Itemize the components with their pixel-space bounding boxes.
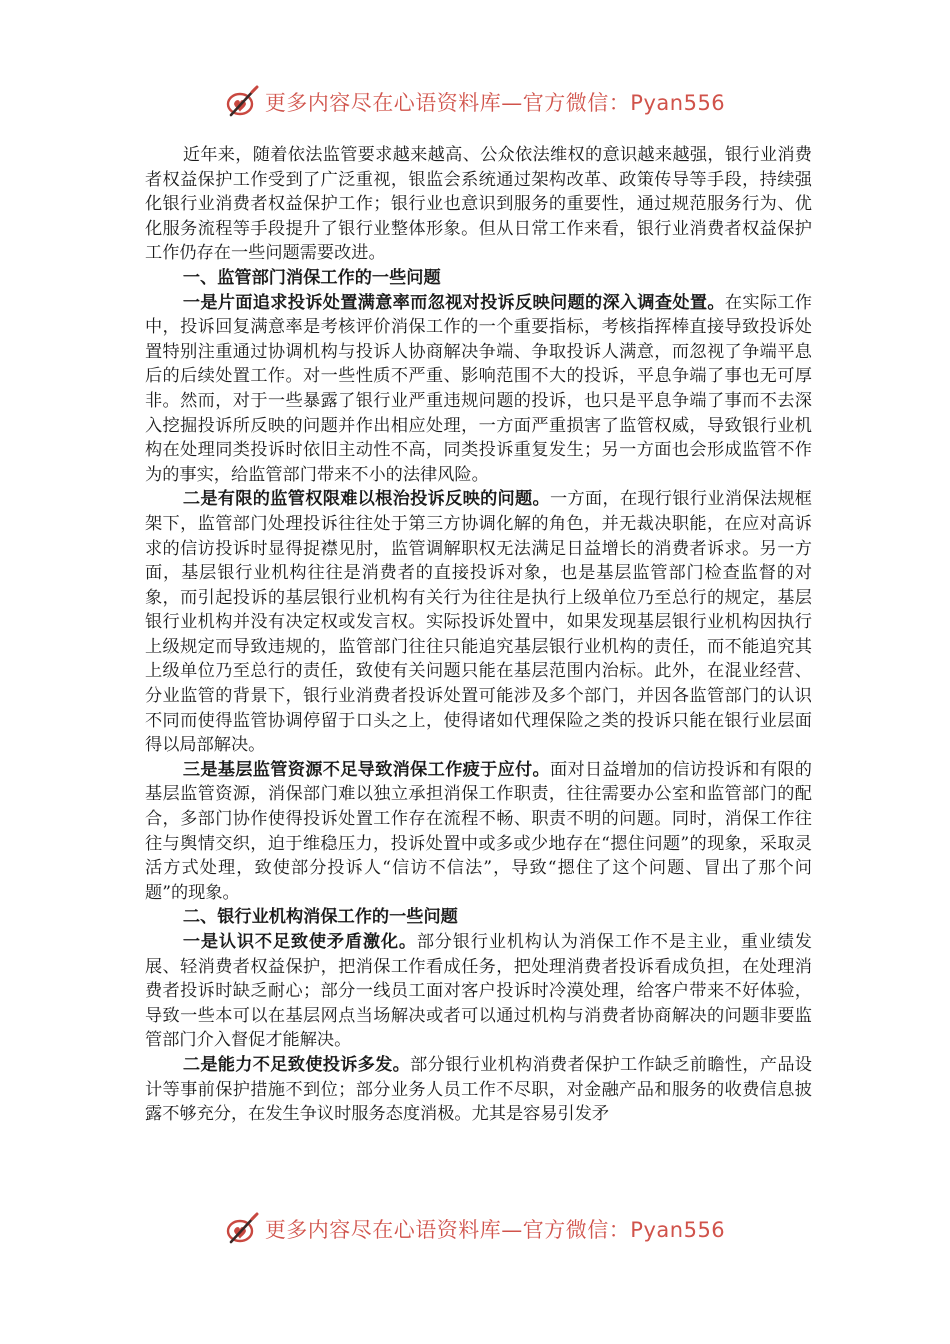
paragraph-s2-1 (145, 930, 812, 1053)
paragraph-s1-1 (145, 291, 812, 488)
paragraph-lead: 一是片面追求投诉处置满意率而忽视对投诉反映问题的深入调查处置。 (182, 292, 725, 313)
section-heading-2: 二、银行业机构消保工作的一些问题 (182, 907, 458, 928)
article-body (145, 143, 812, 1127)
paragraph-text: 一方面，在现行银行业消保法规框架下，监管部门处理投诉往往处于第三方协调化解的角色，并无裁决职能，在应对高诉求的信访投诉时显得捉襟见肘，监管调解职权无法满足日益增长的消费者诉求。另一方面，基层银行业机构往往是消费者的直接投诉对象，也是基层监管部门检查监督的对象，而引起投诉的基层银行业机构有关行为往往是执行上级单位乃至总行的规定，基层银行业机构并没有决定权或发言权。实际投诉处置中，如果发现基层银行业机构因执行上级规定而导致违规的，监管部门往往只能追究基层银行业机构的责任，而不能追究其上级单位乃至总行的责任，致使有关问题只能在基层范围内治标。此外，在混业经营、分业监管的背景下，银行业消费者投诉处置可能涉及多个部门，并因各监管部门的认识不同而使得监管协调停留于口头之上，使得诸如代理保险之类的投诉只能在银行业层面得以局部解决。 (145, 489, 812, 756)
footer-watermark-banner (0, 1207, 950, 1251)
section-heading-1: 一、监管部门消保工作的一些问题 (182, 267, 441, 288)
paragraph-text: 部分银行业机构认为消保工作不是主业，重业绩发展、轻消费者权益保护，把消保工作看成任务，把处理消费者投诉看成负担，在处理消费者投诉时缺乏耐心；部分一线员工面对客户投诉时冷漠处理，给客户带来不好体验，导致一些本可以在基层网点当场解决或者可以通过机构与消费者协商解决的问题非要监管部门介入督促才能解决。 (145, 932, 812, 1051)
pen-heart-logo-icon (225, 1212, 259, 1246)
paragraph-s1-3 (145, 758, 812, 906)
paragraph-s1-2 (145, 487, 812, 758)
intro-paragraph: 近年来，随着依法监管要求越来越高、公众依法维权的意识越来越强，银行业消费者权益保护工作受到了广泛重视，银监会系统通过架构改革、政策传导等手段，持续强化银行业消费者权益保护工作；银行业也意识到服务的重要性，通过规范服务行为、优化服务流程等手段提升了银行业整体形象。但从日常工作来看，银行业消费者权益保护工作仍存在一些问题需要改进。 (145, 145, 812, 264)
pen-heart-logo-icon (225, 85, 259, 119)
paragraph-lead: 二是有限的监管权限难以根治投诉反映的问题。 (182, 489, 551, 510)
paragraph-lead: 一是认识不足致使矛盾激化。 (182, 932, 417, 952)
paragraph-text: 面对日益增加的信访投诉和有限的基层监管资源，消保部门难以独立承担消保工作职责，往往需要办公室和监管部门的配合，多部门协作使得投诉处置工作存在流程不畅、职责不明的问题。同时，消保工作往往与舆情交织，迫于维稳压力，投诉处置中或多或少地存在“摁住问题”的现象，采取灵活方式处理，致使部分投诉人“信访不信法”，导致“摁住了这个问题、冒出了那个问题”的现象。 (145, 759, 812, 903)
paragraph-text: 在实际工作中，投诉回复满意率是考核评价消保工作的一个重要指标，考核指挥棒直接导致投诉处置特别注重通过协调机构与投诉人协商解决争端、争取投诉人满意，而忽视了争端平息后的后续处置工作。对一些性质不严重、影响范围不大的投诉，平息争端了事也无可厚非。然而，对于一些暴露了银行业严重违规问题的投诉，也只是平息争端了事而不去深入挖掘投诉所反映的问题并作出相应处理，一方面严重损害了监管权威，导致银行业机构在处理同类投诉时依旧主动性不高，同类投诉重复发生；另一方面也会形成监管不作为的事实，给监管部门带来不小的法律风险。 (145, 292, 812, 485)
paragraph-lead: 三是基层监管资源不足导致消保工作疲于应付。 (182, 759, 551, 780)
paragraph-text: 部分银行业机构消费者保护工作缺乏前瞻性，产品设计等事前保护措施不到位；部分业务人员工作不尽职，对金融产品和服务的收费信息披露不够充分，在发生争议时服务态度消极。尤其是容易引发矛 (145, 1054, 812, 1125)
paragraph-lead: 二是能力不足致使投诉多发。 (182, 1054, 411, 1075)
watermark-text: 更多内容尽在心语资料库—官方微信：Pyan556 (264, 1218, 726, 1242)
watermark-text: 更多内容尽在心语资料库—官方微信：Pyan556 (264, 91, 726, 115)
paragraph-s2-2 (145, 1053, 812, 1127)
header-watermark-banner (0, 80, 950, 124)
